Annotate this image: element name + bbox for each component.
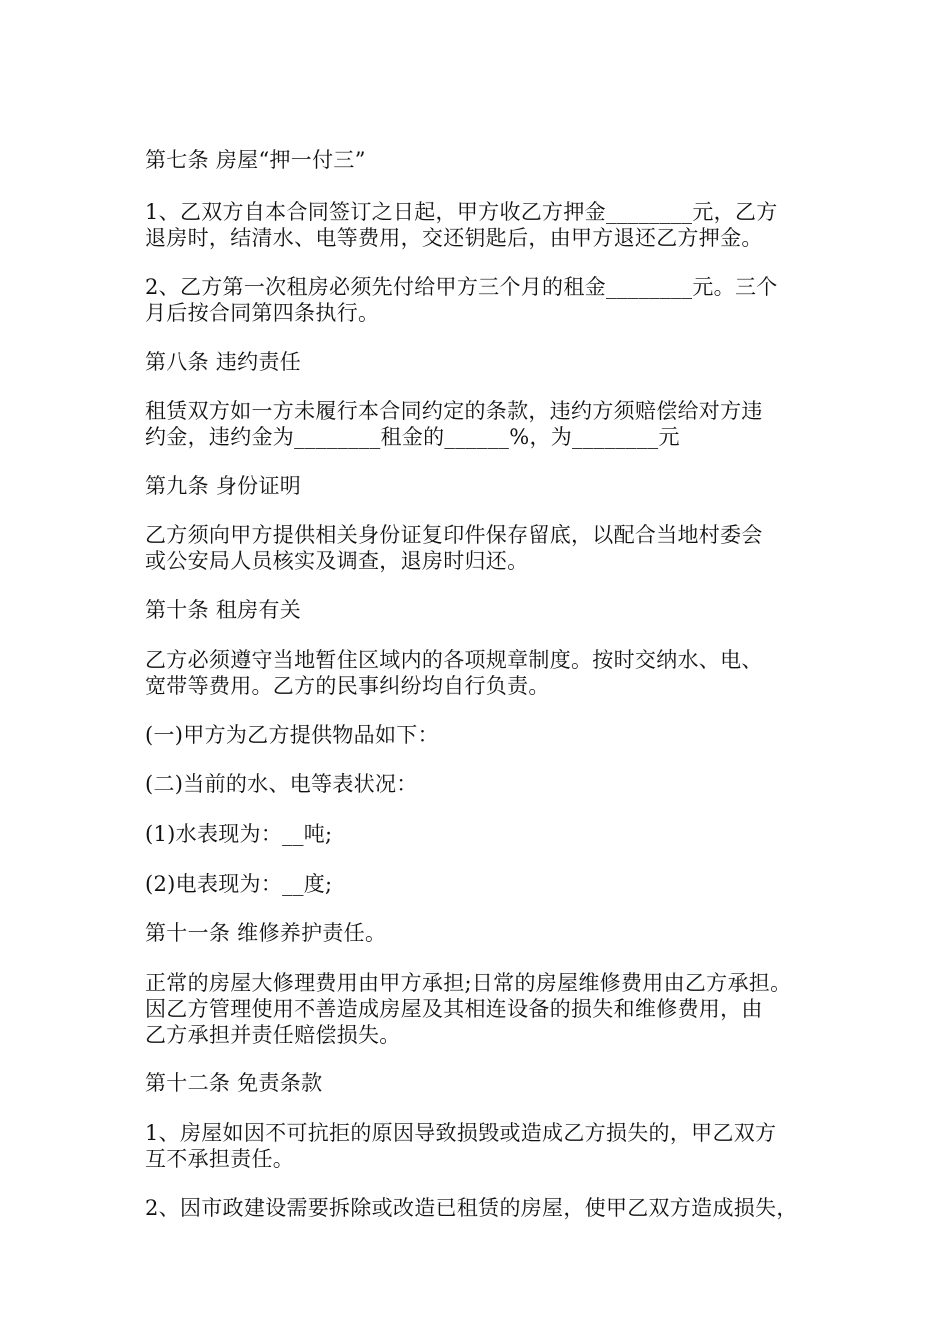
text-line: (一)甲方为乙方提供物品如下： bbox=[145, 723, 439, 747]
water-meter-reading bbox=[145, 821, 825, 847]
text-line: 互不承担责任。 bbox=[145, 1147, 295, 1171]
article-7-clause-2 bbox=[145, 274, 825, 326]
article-9-heading bbox=[145, 473, 825, 499]
article-12-clause-1 bbox=[145, 1120, 825, 1172]
text-line: (2)电表现为：__度; bbox=[145, 872, 333, 896]
text-line: 2、因市政建设需要拆除或改造已租赁的房屋，使甲乙双方造成损失， bbox=[145, 1196, 798, 1220]
text-line: 第十一条 维修养护责任。 bbox=[145, 921, 387, 945]
article-8-body bbox=[145, 398, 825, 450]
text-line: 第七条 房屋“押一付三” bbox=[145, 148, 366, 172]
text-line: 宽带等费用。乙方的民事纠纷均自行负责。 bbox=[145, 674, 550, 698]
text-line: 2、乙方第一次租房必须先付给甲方三个月的租金________元。三个 bbox=[145, 275, 778, 299]
article-10-body bbox=[145, 647, 825, 699]
article-9-body bbox=[145, 522, 825, 574]
text-line: 乙方必须遵守当地暂住区域内的各项规章制度。按时交纳水、电、 bbox=[145, 648, 763, 672]
text-line: 租赁双方如一方未履行本合同约定的条款，违约方须赔偿给对方违 bbox=[145, 399, 763, 423]
article-7-heading bbox=[145, 147, 825, 173]
text-line: (二)当前的水、电等表状况： bbox=[145, 772, 418, 796]
article-12-heading bbox=[145, 1070, 825, 1096]
article-10-item-2 bbox=[145, 771, 825, 797]
text-line: 或公安局人员核实及调查，退房时归还。 bbox=[145, 549, 529, 573]
text-line: 乙方承担并责任赔偿损失。 bbox=[145, 1023, 401, 1047]
text-line: 第九条 身份证明 bbox=[145, 474, 302, 498]
text-line: 第十条 租房有关 bbox=[145, 598, 302, 622]
text-line: 因乙方管理使用不善造成房屋及其相连设备的损失和维修费用，由 bbox=[145, 997, 763, 1021]
text-line: 退房时，结清水、电等费用，交还钥匙后，由甲方退还乙方押金。 bbox=[145, 226, 763, 250]
text-line: 月后按合同第四条执行。 bbox=[145, 301, 380, 325]
text-line: 乙方须向甲方提供相关身份证复印件保存留底，以配合当地村委会 bbox=[145, 523, 763, 547]
article-11-body bbox=[145, 970, 825, 1048]
article-10-heading bbox=[145, 597, 825, 623]
text-line: 第十二条 免责条款 bbox=[145, 1071, 323, 1095]
article-11-heading bbox=[145, 920, 825, 946]
article-7-clause-1 bbox=[145, 199, 825, 251]
text-line: 约金，违约金为________租金的______%，为________元 bbox=[145, 425, 680, 449]
text-line: 正常的房屋大修理费用由甲方承担;日常的房屋维修费用由乙方承担。 bbox=[145, 971, 792, 995]
text-line: (1)水表现为：__吨; bbox=[145, 822, 333, 846]
article-10-item-1 bbox=[145, 722, 825, 748]
article-8-heading bbox=[145, 349, 825, 375]
article-12-clause-2 bbox=[145, 1195, 825, 1221]
text-line: 1、房屋如因不可抗拒的原因导致损毁或造成乙方损失的，甲乙双方 bbox=[145, 1121, 777, 1145]
electric-meter-reading bbox=[145, 871, 825, 897]
text-line: 1、乙双方自本合同签订之日起，甲方收乙方押金________元，乙方 bbox=[145, 200, 778, 224]
text-line: 第八条 违约责任 bbox=[145, 350, 302, 374]
